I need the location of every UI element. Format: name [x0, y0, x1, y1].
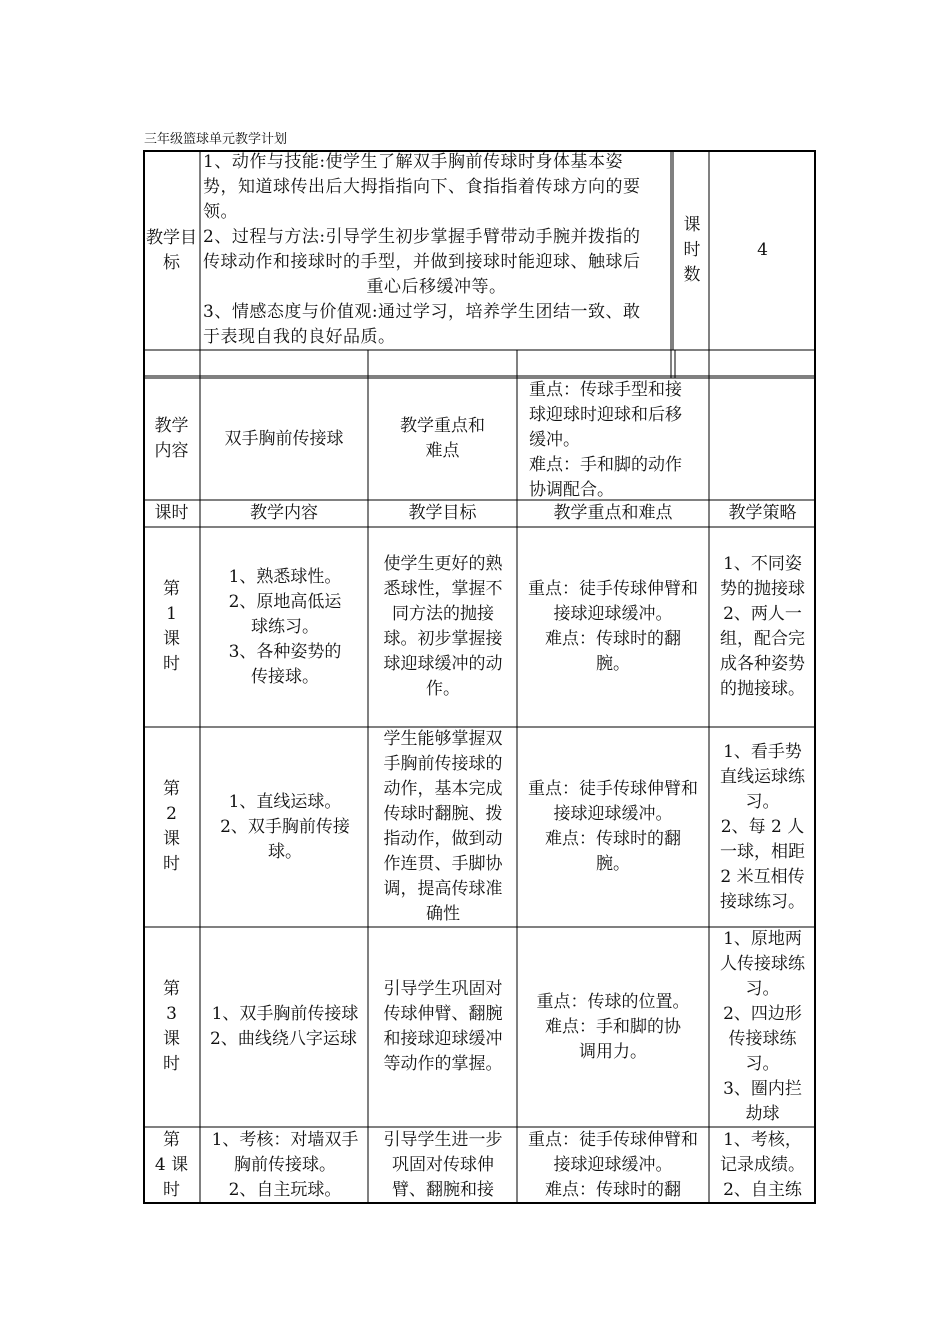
lesson-number: 第 2 课 时	[163, 779, 180, 874]
difficulty-line: 难点：手和脚的动作协调配合。	[529, 455, 682, 500]
lesson-key-points: 重点：徒手传球伸臂和接球迎球缓冲。 难点：传球时的翻腕。	[528, 779, 698, 874]
lesson-number: 第 1 课 时	[163, 579, 180, 674]
content-label: 教学内容	[154, 416, 189, 461]
content-value: 双手胸前传接球	[224, 428, 344, 449]
lesson-content: 1、考核：对墙双手胸前传接球。 2、自主玩球。	[211, 1130, 359, 1200]
objective-line: 1、动作与技能:使学生了解双手胸前传球时身体基本姿	[203, 152, 624, 172]
lesson-content: 1、直线运球。 2、双手胸前传接球。	[220, 791, 350, 862]
lesson-key-points: 重点：徒手传球伸臂和接球迎球缓冲。 难点：传球时的翻	[528, 1130, 698, 1200]
lesson-number: 第 4 课 时	[154, 1130, 189, 1200]
key-points-value	[523, 378, 703, 500]
header-key-points: 教学重点和难点	[553, 503, 673, 523]
header-strategy: 教学策略	[728, 503, 797, 523]
hours-label: 课时数	[683, 214, 701, 285]
lesson-strategy: 1、原地两人传接球练习。 2、四边形传接球练习。 3、圈内拦劫球	[720, 929, 805, 1124]
objective-line: 领。	[203, 202, 238, 222]
key-point-line: 重点：传球手型和接球迎球时迎球和后移缓冲。	[529, 380, 682, 450]
lesson-content: 1、双手胸前传接球 2、曲线绕八字运球	[210, 1004, 359, 1049]
lesson-plan-table	[143, 150, 816, 1204]
lesson-key-points: 重点：徒手传球伸臂和接球迎球缓冲。 难点：传球时的翻腕。	[528, 579, 698, 674]
lesson-strategy: 1、不同姿势的抛接球 2、两人一组，配合完成各种姿势的抛接球。	[720, 554, 805, 699]
key-points-label: 教学重点和难点	[400, 416, 485, 461]
objective-line: 2、过程与方法:引导学生初步掌握手臂带动手腕并拨指的	[203, 227, 641, 247]
lesson-strategy: 1、看手势直线运球练习。 2、每 2 人一球，相距 2 米互相传接球练习。	[720, 741, 805, 912]
lesson-strategy: 1、考核，记录成绩。 2、自主练	[720, 1130, 805, 1200]
lesson-goal: 引导学生巩固对传球伸臂、翻腕和接球迎球缓冲等动作的掌握。	[383, 979, 503, 1074]
lesson-goal: 使学生更好的熟悉球性，掌握不同方法的抛接球。初步掌握接球迎球缓冲的动作。	[383, 554, 503, 699]
header-content: 教学内容	[250, 503, 318, 523]
document-title: 三年级篮球单元教学计划	[144, 132, 288, 147]
lesson-key-points: 重点：传球的位置。 难点：手和脚的协调用力。	[536, 991, 690, 1062]
hours-value: 4	[757, 239, 768, 260]
header-goal: 教学目标	[408, 503, 477, 523]
objective-line: 重心后移缓冲等。	[366, 277, 507, 297]
lesson-goal: 引导学生进一步巩固对传球伸臂、翻腕和接	[383, 1130, 503, 1200]
lesson-number: 第 3 课 时	[163, 979, 180, 1074]
header-lesson: 课时	[154, 503, 189, 523]
objective-line: 于表现自我的良好品质。	[203, 327, 396, 347]
lesson-goal: 学生能够掌握双手胸前传接球的动作，基本完成传球时翻腕、拨指动作，做到动作连贯、手脚协调，提高传球准确性	[383, 729, 503, 924]
objective-line: 3、情感态度与价值观:通过学习，培养学生团结一致、敢	[203, 302, 641, 322]
objective-line: 势，知道球传出后大拇指指向下、食指指着传球方向的要	[203, 177, 641, 197]
objective-line: 传球动作和接球时的手型，并做到接球时能迎球、触球后	[203, 252, 641, 272]
lesson-content: 1、熟悉球性。 2、原地高低运球练习。 3、各种姿势的传接球。	[228, 566, 342, 687]
objectives-label: 教学目标	[146, 228, 197, 273]
objectives-text	[202, 150, 672, 350]
